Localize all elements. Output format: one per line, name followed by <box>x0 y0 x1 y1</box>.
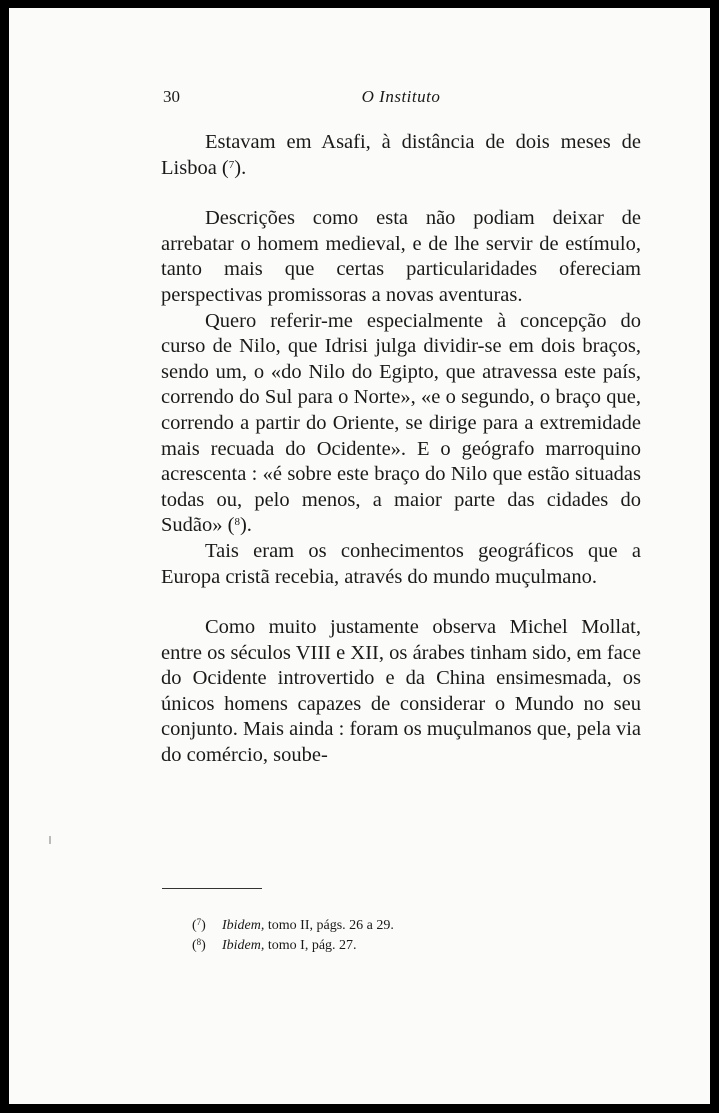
paragraph-1 <box>161 130 641 181</box>
footnote-7-close: ) <box>201 918 206 933</box>
footnote-8-title: Ibidem, <box>222 938 265 953</box>
footnote-8-close: ) <box>201 938 206 953</box>
footnote-ref-8: 8 <box>234 516 240 529</box>
paragraph-2: Descrições como esta não podiam deixar de arrebatar o homem medieval, e de lhe servir de estímulo, tanto mais que certas particularidades ofereciam perspectivas promissoras a novas aventuras. <box>161 207 641 306</box>
footnote-ref-7: 7 <box>228 158 235 171</box>
footnote-8-open: ( <box>192 938 197 953</box>
body-text <box>161 130 641 769</box>
page-header <box>163 87 639 111</box>
footnote-rule <box>162 888 262 889</box>
footnote-7-text: tomo II, págs. 26 a 29. <box>264 918 394 933</box>
footnote-8 <box>192 936 394 956</box>
paragraph-3 <box>161 309 641 539</box>
footnote-7-open: ( <box>192 918 197 933</box>
scan-speck <box>49 836 51 844</box>
page-number: 30 <box>163 87 180 106</box>
paragraph-3-end: ). <box>239 514 252 537</box>
footnote-8-marker <box>192 936 222 956</box>
footnote-7-number: 7 <box>196 917 202 927</box>
book-page <box>9 8 710 1104</box>
paragraph-3-text: Quero referir-me especialmente à concepção do curso de Nilo, que Idrisi julga dividir-se em dois braços, sendo um, o «do Nilo do Egipto, que atravessa este país, correndo do Sul para o Norte», «e o segundo, o braço que, correndo a partir do Oriente, se dirige para a extremidade mais recuada do Ocidente». E o geógrafo marroquino acrescenta : «é sobre este braço do Nilo que estão situadas todas ou, pelo menos, a maior parte das cidades do Sudão» ( <box>161 309 641 537</box>
running-title: O Instituto <box>361 87 441 106</box>
footnotes <box>192 916 394 956</box>
paragraph-5: Como muito justamente observa Michel Mollat, entre os séculos VIII e XII, os árabes tinham sido, em face do Ocidente introvertido e da China ensimesmada, os únicos homens capazes de considerar o Mundo no seu conjunto. Mais ainda : foram os muçulmanos que, pela via do comércio, soube- <box>161 616 641 767</box>
footnote-7 <box>192 916 394 936</box>
footnote-7-marker <box>192 916 222 936</box>
paragraph-1-text: Estavam em Asafi, à distância de dois meses de Lisboa ( <box>161 131 641 179</box>
footnote-8-number: 8 <box>196 937 202 947</box>
paragraph-1-end: ). <box>234 156 247 179</box>
footnote-8-text: tomo I, pág. 27. <box>264 938 357 953</box>
paragraph-4: Tais eram os conhecimentos geográficos que a Europa cristã recebia, através do mundo muçulmano. <box>161 539 641 588</box>
footnote-7-title: Ibidem, <box>222 918 265 933</box>
